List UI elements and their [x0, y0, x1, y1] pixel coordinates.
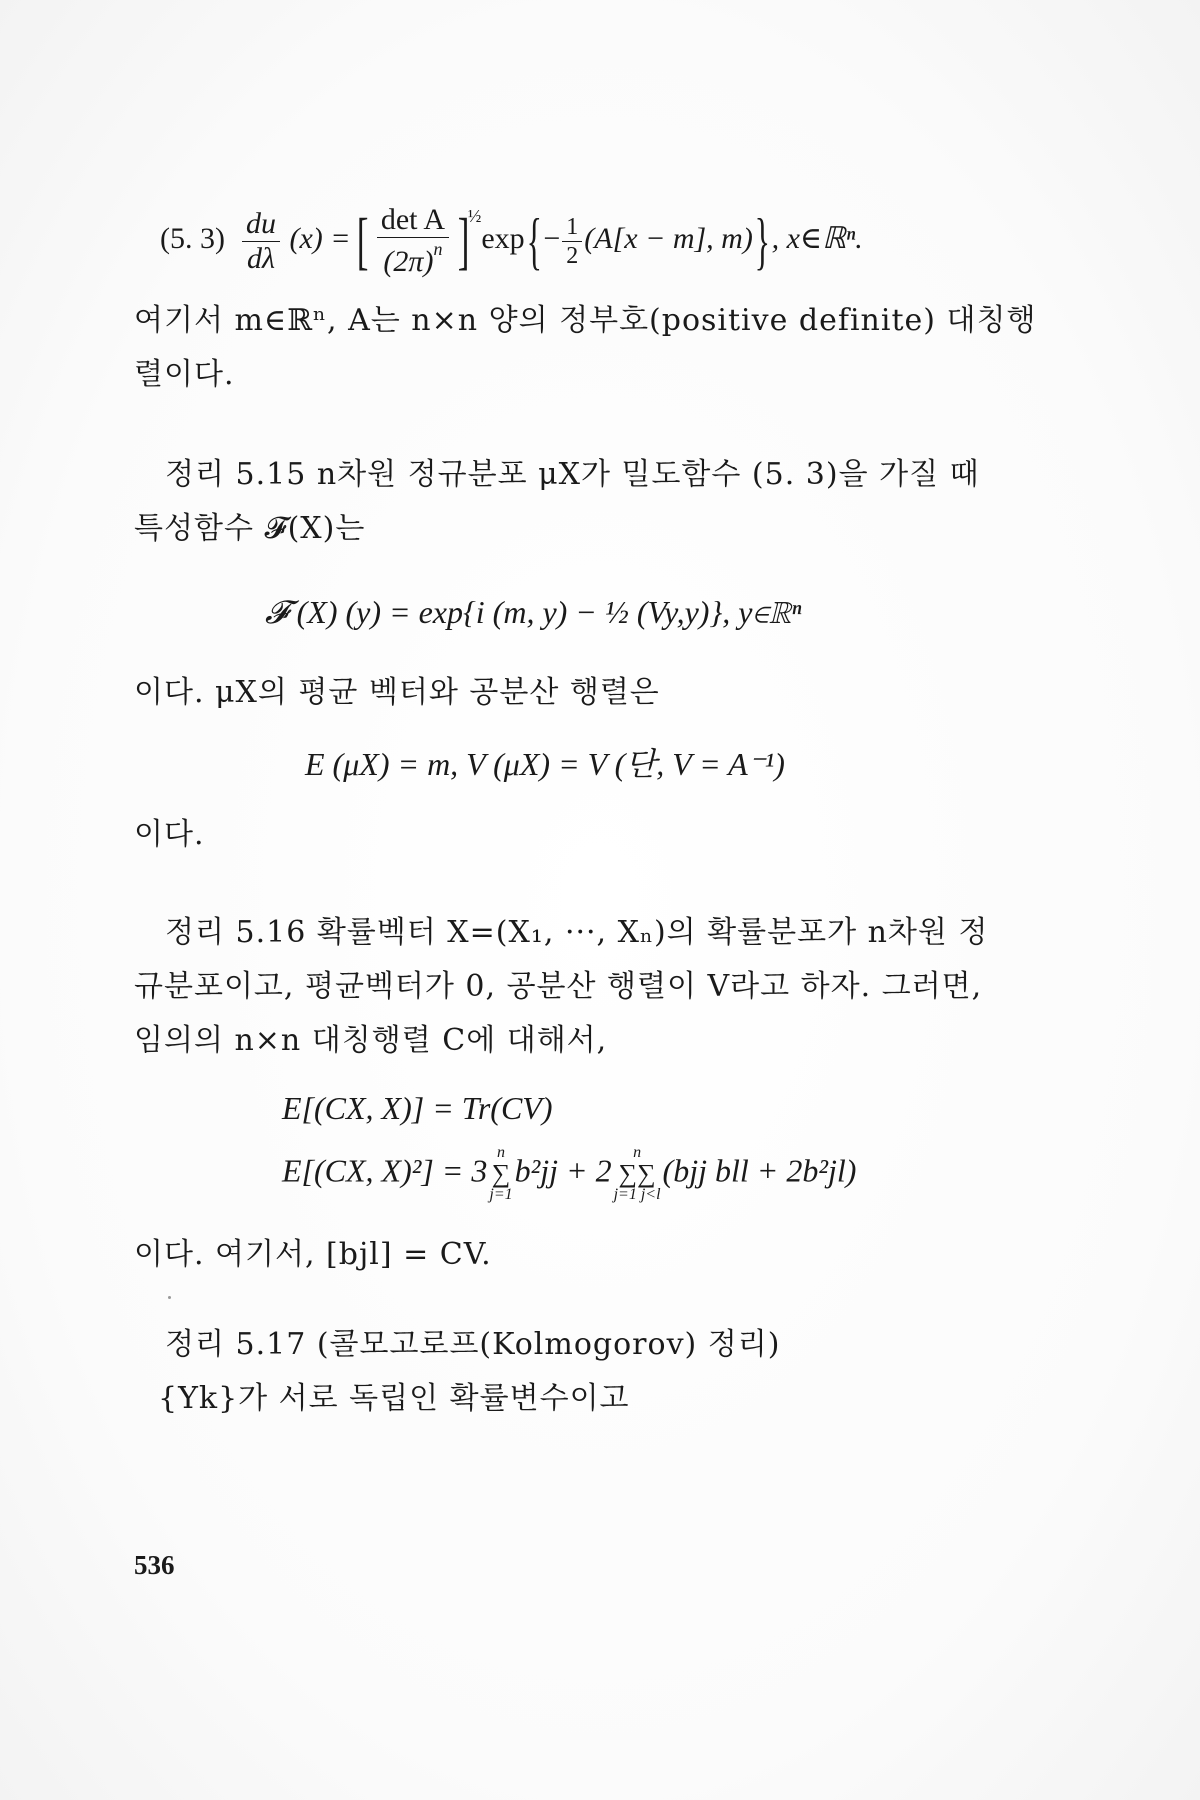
det-fraction: $\frac{\text{det A}}{(2\pi)^n}$ [377, 205, 449, 277]
theorem-5-15-heading: 정리 5.15 n차원 정규분포 μX가 밀도함수 (5. 3)을 가질 때 [165, 457, 980, 492]
expectation-equation-2: E[(CX, X)²] = 3 n ∑ j=1 b²jj + 2 n ∑∑ j=1 j<l (bjj bll + 2b²jl) [282, 1144, 857, 1203]
half-fraction: $\frac{1}{2}$ [562, 215, 582, 268]
paragraph-line: 임의의 n×n 대칭행렬 C에 대해서, [134, 1023, 608, 1058]
paragraph-line: {Yk}가 서로 독립인 확률변수이고 [158, 1381, 630, 1416]
paragraph-line: 규분포이고, 평균벡터가 0, 공분산 행렬이 V라고 하자. 그러면, [134, 969, 983, 1004]
paragraph-line: 렬이다. [134, 357, 235, 392]
characteristic-function-equation: 𝓕 (X) (y) = exp{i (m, y) − ½ (Vy,y)}, y∈ℝⁿ [265, 594, 802, 630]
page-number: 536 [134, 1550, 175, 1580]
left-bracket: [ [356, 205, 369, 276]
theorem-5-17-heading: 정리 5.17 (콜모고로프(Kolmogorov) 정리) [165, 1327, 781, 1362]
lhs-fraction: $\frac{du}{d\lambda}$ [242, 209, 280, 274]
sum-symbol: n ∑ j=1 [489, 1144, 513, 1203]
paragraph-line: 여기서 m∈ℝⁿ, A는 n×n 양의 정부호(positive definite) 대칭행 [134, 303, 1037, 338]
right-bracket: ] [457, 205, 470, 276]
theorem-5-16-heading: 정리 5.16 확률벡터 X=(X₁, ···, Xₙ)의 확률분포가 n차원 정 [165, 915, 989, 950]
paragraph-line: 특성함수 𝓕(X)는 [134, 511, 366, 546]
paragraph-line: 이다. μX의 평균 벡터와 공분산 행렬은 [134, 675, 660, 710]
equation-label: (5. 3) [160, 221, 225, 255]
paragraph-line: 이다. 여기서, [bjl] = CV. [134, 1237, 492, 1272]
sum-symbol: n ∑∑ j=1 j<l [613, 1144, 661, 1203]
paragraph-line: 이다. [134, 817, 205, 852]
speck [168, 1296, 171, 1299]
mean-covariance-equation: E (μX) = m, V (μX) = V (단, V = A⁻¹) [305, 746, 785, 782]
equation-5-3: (5. 3) $\frac{du}{d\lambda}$ (x) = [ $\frac{\text{det A}}{(2\pi)^n}$ ]$^{\frac{1}{2}}$exp{− $\frac{1}{2}$ (A[x − m], m)}, x∈ℝⁿ. [160, 203, 863, 278]
expectation-equation-1: E[(CX, X)] = Tr(CV) [282, 1090, 553, 1126]
